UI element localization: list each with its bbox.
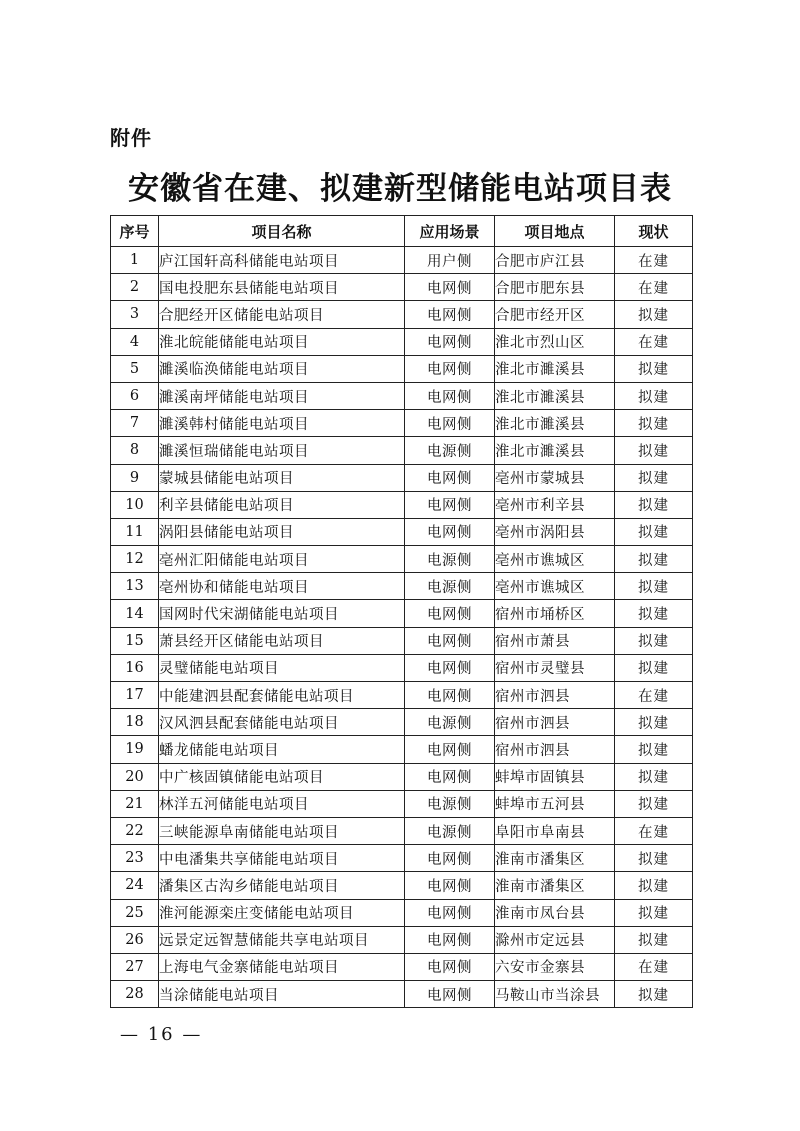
cell-location: 宿州市泗县 bbox=[495, 709, 615, 736]
cell-location: 合肥市肥东县 bbox=[495, 274, 615, 301]
cell-no: 24 bbox=[111, 872, 159, 899]
cell-no: 15 bbox=[111, 627, 159, 654]
cell-scene: 用户侧 bbox=[405, 247, 495, 274]
cell-name: 利辛县储能电站项目 bbox=[159, 491, 405, 518]
cell-no: 22 bbox=[111, 817, 159, 844]
cell-no: 9 bbox=[111, 464, 159, 491]
table-row bbox=[111, 247, 693, 274]
cell-location: 淮南市潘集区 bbox=[495, 872, 615, 899]
cell-status: 在建 bbox=[615, 953, 693, 980]
cell-status: 在建 bbox=[615, 274, 693, 301]
cell-no: 8 bbox=[111, 437, 159, 464]
cell-location: 合肥市庐江县 bbox=[495, 247, 615, 274]
table-row bbox=[111, 763, 693, 790]
cell-scene: 电网侧 bbox=[405, 953, 495, 980]
cell-status: 拟建 bbox=[615, 437, 693, 464]
table-body bbox=[111, 247, 693, 1008]
cell-location: 亳州市利辛县 bbox=[495, 491, 615, 518]
cell-scene: 电网侧 bbox=[405, 301, 495, 328]
cell-status: 拟建 bbox=[615, 518, 693, 545]
table-row bbox=[111, 437, 693, 464]
cell-no: 12 bbox=[111, 546, 159, 573]
cell-name: 庐江国轩高科储能电站项目 bbox=[159, 247, 405, 274]
cell-location: 亳州市谯城区 bbox=[495, 546, 615, 573]
cell-location: 阜阳市阜南县 bbox=[495, 817, 615, 844]
table-row bbox=[111, 600, 693, 627]
cell-name: 亳州汇阳储能电站项目 bbox=[159, 546, 405, 573]
cell-status: 拟建 bbox=[615, 981, 693, 1008]
cell-status: 拟建 bbox=[615, 790, 693, 817]
table-row bbox=[111, 709, 693, 736]
header-scene: 应用场景 bbox=[405, 216, 495, 247]
cell-name: 濉溪韩村储能电站项目 bbox=[159, 410, 405, 437]
cell-scene: 电网侧 bbox=[405, 926, 495, 953]
table-row bbox=[111, 546, 693, 573]
cell-no: 20 bbox=[111, 763, 159, 790]
cell-status: 拟建 bbox=[615, 763, 693, 790]
cell-no: 1 bbox=[111, 247, 159, 274]
cell-name: 灵璧储能电站项目 bbox=[159, 654, 405, 681]
cell-status: 拟建 bbox=[615, 627, 693, 654]
cell-no: 11 bbox=[111, 518, 159, 545]
cell-name: 中能建泗县配套储能电站项目 bbox=[159, 682, 405, 709]
cell-scene: 电网侧 bbox=[405, 355, 495, 382]
cell-name: 萧县经开区储能电站项目 bbox=[159, 627, 405, 654]
cell-scene: 电网侧 bbox=[405, 410, 495, 437]
cell-scene: 电网侧 bbox=[405, 872, 495, 899]
cell-scene: 电源侧 bbox=[405, 437, 495, 464]
cell-status: 拟建 bbox=[615, 872, 693, 899]
cell-scene: 电网侧 bbox=[405, 627, 495, 654]
cell-name: 三峡能源阜南储能电站项目 bbox=[159, 817, 405, 844]
cell-status: 在建 bbox=[615, 328, 693, 355]
cell-no: 18 bbox=[111, 709, 159, 736]
table-row bbox=[111, 736, 693, 763]
cell-name: 国网时代宋湖储能电站项目 bbox=[159, 600, 405, 627]
cell-scene: 电网侧 bbox=[405, 899, 495, 926]
cell-no: 4 bbox=[111, 328, 159, 355]
cell-status: 拟建 bbox=[615, 546, 693, 573]
cell-name: 淮河能源栾庄变储能电站项目 bbox=[159, 899, 405, 926]
cell-scene: 电网侧 bbox=[405, 981, 495, 1008]
document-title: 安徽省在建、拟建新型储能电站项目表 bbox=[128, 171, 672, 207]
cell-name: 远景定远智慧储能共享电站项目 bbox=[159, 926, 405, 953]
cell-location: 淮北市濉溪县 bbox=[495, 355, 615, 382]
cell-no: 2 bbox=[111, 274, 159, 301]
cell-status: 拟建 bbox=[615, 709, 693, 736]
cell-scene: 电网侧 bbox=[405, 600, 495, 627]
cell-scene: 电源侧 bbox=[405, 817, 495, 844]
header-name: 项目名称 bbox=[159, 216, 405, 247]
cell-status: 拟建 bbox=[615, 464, 693, 491]
cell-location: 滁州市定远县 bbox=[495, 926, 615, 953]
table-row bbox=[111, 301, 693, 328]
table-row bbox=[111, 682, 693, 709]
table-row bbox=[111, 274, 693, 301]
cell-status: 拟建 bbox=[615, 654, 693, 681]
cell-status: 拟建 bbox=[615, 736, 693, 763]
table-header-row bbox=[111, 216, 693, 247]
cell-status: 拟建 bbox=[615, 491, 693, 518]
cell-no: 27 bbox=[111, 953, 159, 980]
cell-no: 6 bbox=[111, 382, 159, 409]
cell-name: 蟠龙储能电站项目 bbox=[159, 736, 405, 763]
cell-no: 28 bbox=[111, 981, 159, 1008]
table-row bbox=[111, 518, 693, 545]
cell-scene: 电网侧 bbox=[405, 682, 495, 709]
cell-no: 25 bbox=[111, 899, 159, 926]
cell-location: 淮南市凤台县 bbox=[495, 899, 615, 926]
cell-no: 7 bbox=[111, 410, 159, 437]
cell-name: 淮北皖能储能电站项目 bbox=[159, 328, 405, 355]
cell-name: 濉溪恒瑞储能电站项目 bbox=[159, 437, 405, 464]
cell-no: 3 bbox=[111, 301, 159, 328]
cell-location: 宿州市泗县 bbox=[495, 736, 615, 763]
cell-location: 宿州市萧县 bbox=[495, 627, 615, 654]
cell-no: 13 bbox=[111, 573, 159, 600]
cell-location: 蚌埠市固镇县 bbox=[495, 763, 615, 790]
cell-location: 宿州市埇桥区 bbox=[495, 600, 615, 627]
table-row bbox=[111, 382, 693, 409]
cell-scene: 电网侧 bbox=[405, 845, 495, 872]
cell-location: 宿州市灵璧县 bbox=[495, 654, 615, 681]
cell-name: 上海电气金寨储能电站项目 bbox=[159, 953, 405, 980]
header-no: 序号 bbox=[111, 216, 159, 247]
cell-name: 中电潘集共享储能电站项目 bbox=[159, 845, 405, 872]
cell-scene: 电网侧 bbox=[405, 518, 495, 545]
project-table bbox=[110, 215, 693, 1008]
cell-status: 拟建 bbox=[615, 926, 693, 953]
cell-no: 21 bbox=[111, 790, 159, 817]
table-row bbox=[111, 355, 693, 382]
table-row bbox=[111, 328, 693, 355]
cell-scene: 电网侧 bbox=[405, 491, 495, 518]
cell-name: 当涂储能电站项目 bbox=[159, 981, 405, 1008]
attachment-label: 附件 bbox=[110, 126, 152, 150]
cell-location: 淮北市濉溪县 bbox=[495, 437, 615, 464]
cell-no: 23 bbox=[111, 845, 159, 872]
cell-location: 亳州市蒙城县 bbox=[495, 464, 615, 491]
table-row bbox=[111, 926, 693, 953]
cell-scene: 电网侧 bbox=[405, 654, 495, 681]
cell-status: 在建 bbox=[615, 817, 693, 844]
cell-status: 拟建 bbox=[615, 899, 693, 926]
table-row bbox=[111, 790, 693, 817]
table-row bbox=[111, 872, 693, 899]
cell-name: 汉风泗县配套储能电站项目 bbox=[159, 709, 405, 736]
cell-no: 26 bbox=[111, 926, 159, 953]
cell-scene: 电网侧 bbox=[405, 464, 495, 491]
table-row bbox=[111, 654, 693, 681]
page-number: — 16 — bbox=[120, 1024, 203, 1045]
table-row bbox=[111, 845, 693, 872]
cell-scene: 电源侧 bbox=[405, 573, 495, 600]
cell-name: 国电投肥东县储能电站项目 bbox=[159, 274, 405, 301]
cell-no: 10 bbox=[111, 491, 159, 518]
cell-location: 淮北市濉溪县 bbox=[495, 410, 615, 437]
table-row bbox=[111, 953, 693, 980]
cell-name: 亳州协和储能电站项目 bbox=[159, 573, 405, 600]
cell-status: 在建 bbox=[615, 247, 693, 274]
table-row bbox=[111, 491, 693, 518]
cell-status: 在建 bbox=[615, 682, 693, 709]
cell-location: 淮北市烈山区 bbox=[495, 328, 615, 355]
cell-name: 合肥经开区储能电站项目 bbox=[159, 301, 405, 328]
cell-no: 17 bbox=[111, 682, 159, 709]
cell-name: 林洋五河储能电站项目 bbox=[159, 790, 405, 817]
table-row bbox=[111, 627, 693, 654]
cell-scene: 电源侧 bbox=[405, 546, 495, 573]
cell-name: 潘集区古沟乡储能电站项目 bbox=[159, 872, 405, 899]
cell-no: 16 bbox=[111, 654, 159, 681]
cell-status: 拟建 bbox=[615, 573, 693, 600]
cell-name: 濉溪临涣储能电站项目 bbox=[159, 355, 405, 382]
cell-no: 5 bbox=[111, 355, 159, 382]
cell-location: 亳州市涡阳县 bbox=[495, 518, 615, 545]
cell-no: 19 bbox=[111, 736, 159, 763]
cell-location: 蚌埠市五河县 bbox=[495, 790, 615, 817]
cell-scene: 电源侧 bbox=[405, 709, 495, 736]
cell-location: 淮北市濉溪县 bbox=[495, 382, 615, 409]
cell-name: 蒙城县储能电站项目 bbox=[159, 464, 405, 491]
cell-status: 拟建 bbox=[615, 410, 693, 437]
cell-scene: 电网侧 bbox=[405, 382, 495, 409]
cell-status: 拟建 bbox=[615, 845, 693, 872]
cell-location: 马鞍山市当涂县 bbox=[495, 981, 615, 1008]
cell-location: 宿州市泗县 bbox=[495, 682, 615, 709]
table-row bbox=[111, 817, 693, 844]
cell-scene: 电网侧 bbox=[405, 274, 495, 301]
cell-location: 亳州市谯城区 bbox=[495, 573, 615, 600]
cell-name: 中广核固镇储能电站项目 bbox=[159, 763, 405, 790]
cell-name: 濉溪南坪储能电站项目 bbox=[159, 382, 405, 409]
cell-scene: 电网侧 bbox=[405, 736, 495, 763]
table-row bbox=[111, 981, 693, 1008]
cell-scene: 电源侧 bbox=[405, 790, 495, 817]
cell-status: 拟建 bbox=[615, 382, 693, 409]
cell-status: 拟建 bbox=[615, 301, 693, 328]
cell-name: 涡阳县储能电站项目 bbox=[159, 518, 405, 545]
header-location: 项目地点 bbox=[495, 216, 615, 247]
cell-location: 六安市金寨县 bbox=[495, 953, 615, 980]
table-row bbox=[111, 573, 693, 600]
cell-location: 淮南市潘集区 bbox=[495, 845, 615, 872]
table-row bbox=[111, 899, 693, 926]
cell-no: 14 bbox=[111, 600, 159, 627]
table-row bbox=[111, 410, 693, 437]
cell-scene: 电网侧 bbox=[405, 763, 495, 790]
cell-scene: 电网侧 bbox=[405, 328, 495, 355]
cell-status: 拟建 bbox=[615, 600, 693, 627]
table-row bbox=[111, 464, 693, 491]
header-status: 现状 bbox=[615, 216, 693, 247]
cell-status: 拟建 bbox=[615, 355, 693, 382]
cell-location: 合肥市经开区 bbox=[495, 301, 615, 328]
